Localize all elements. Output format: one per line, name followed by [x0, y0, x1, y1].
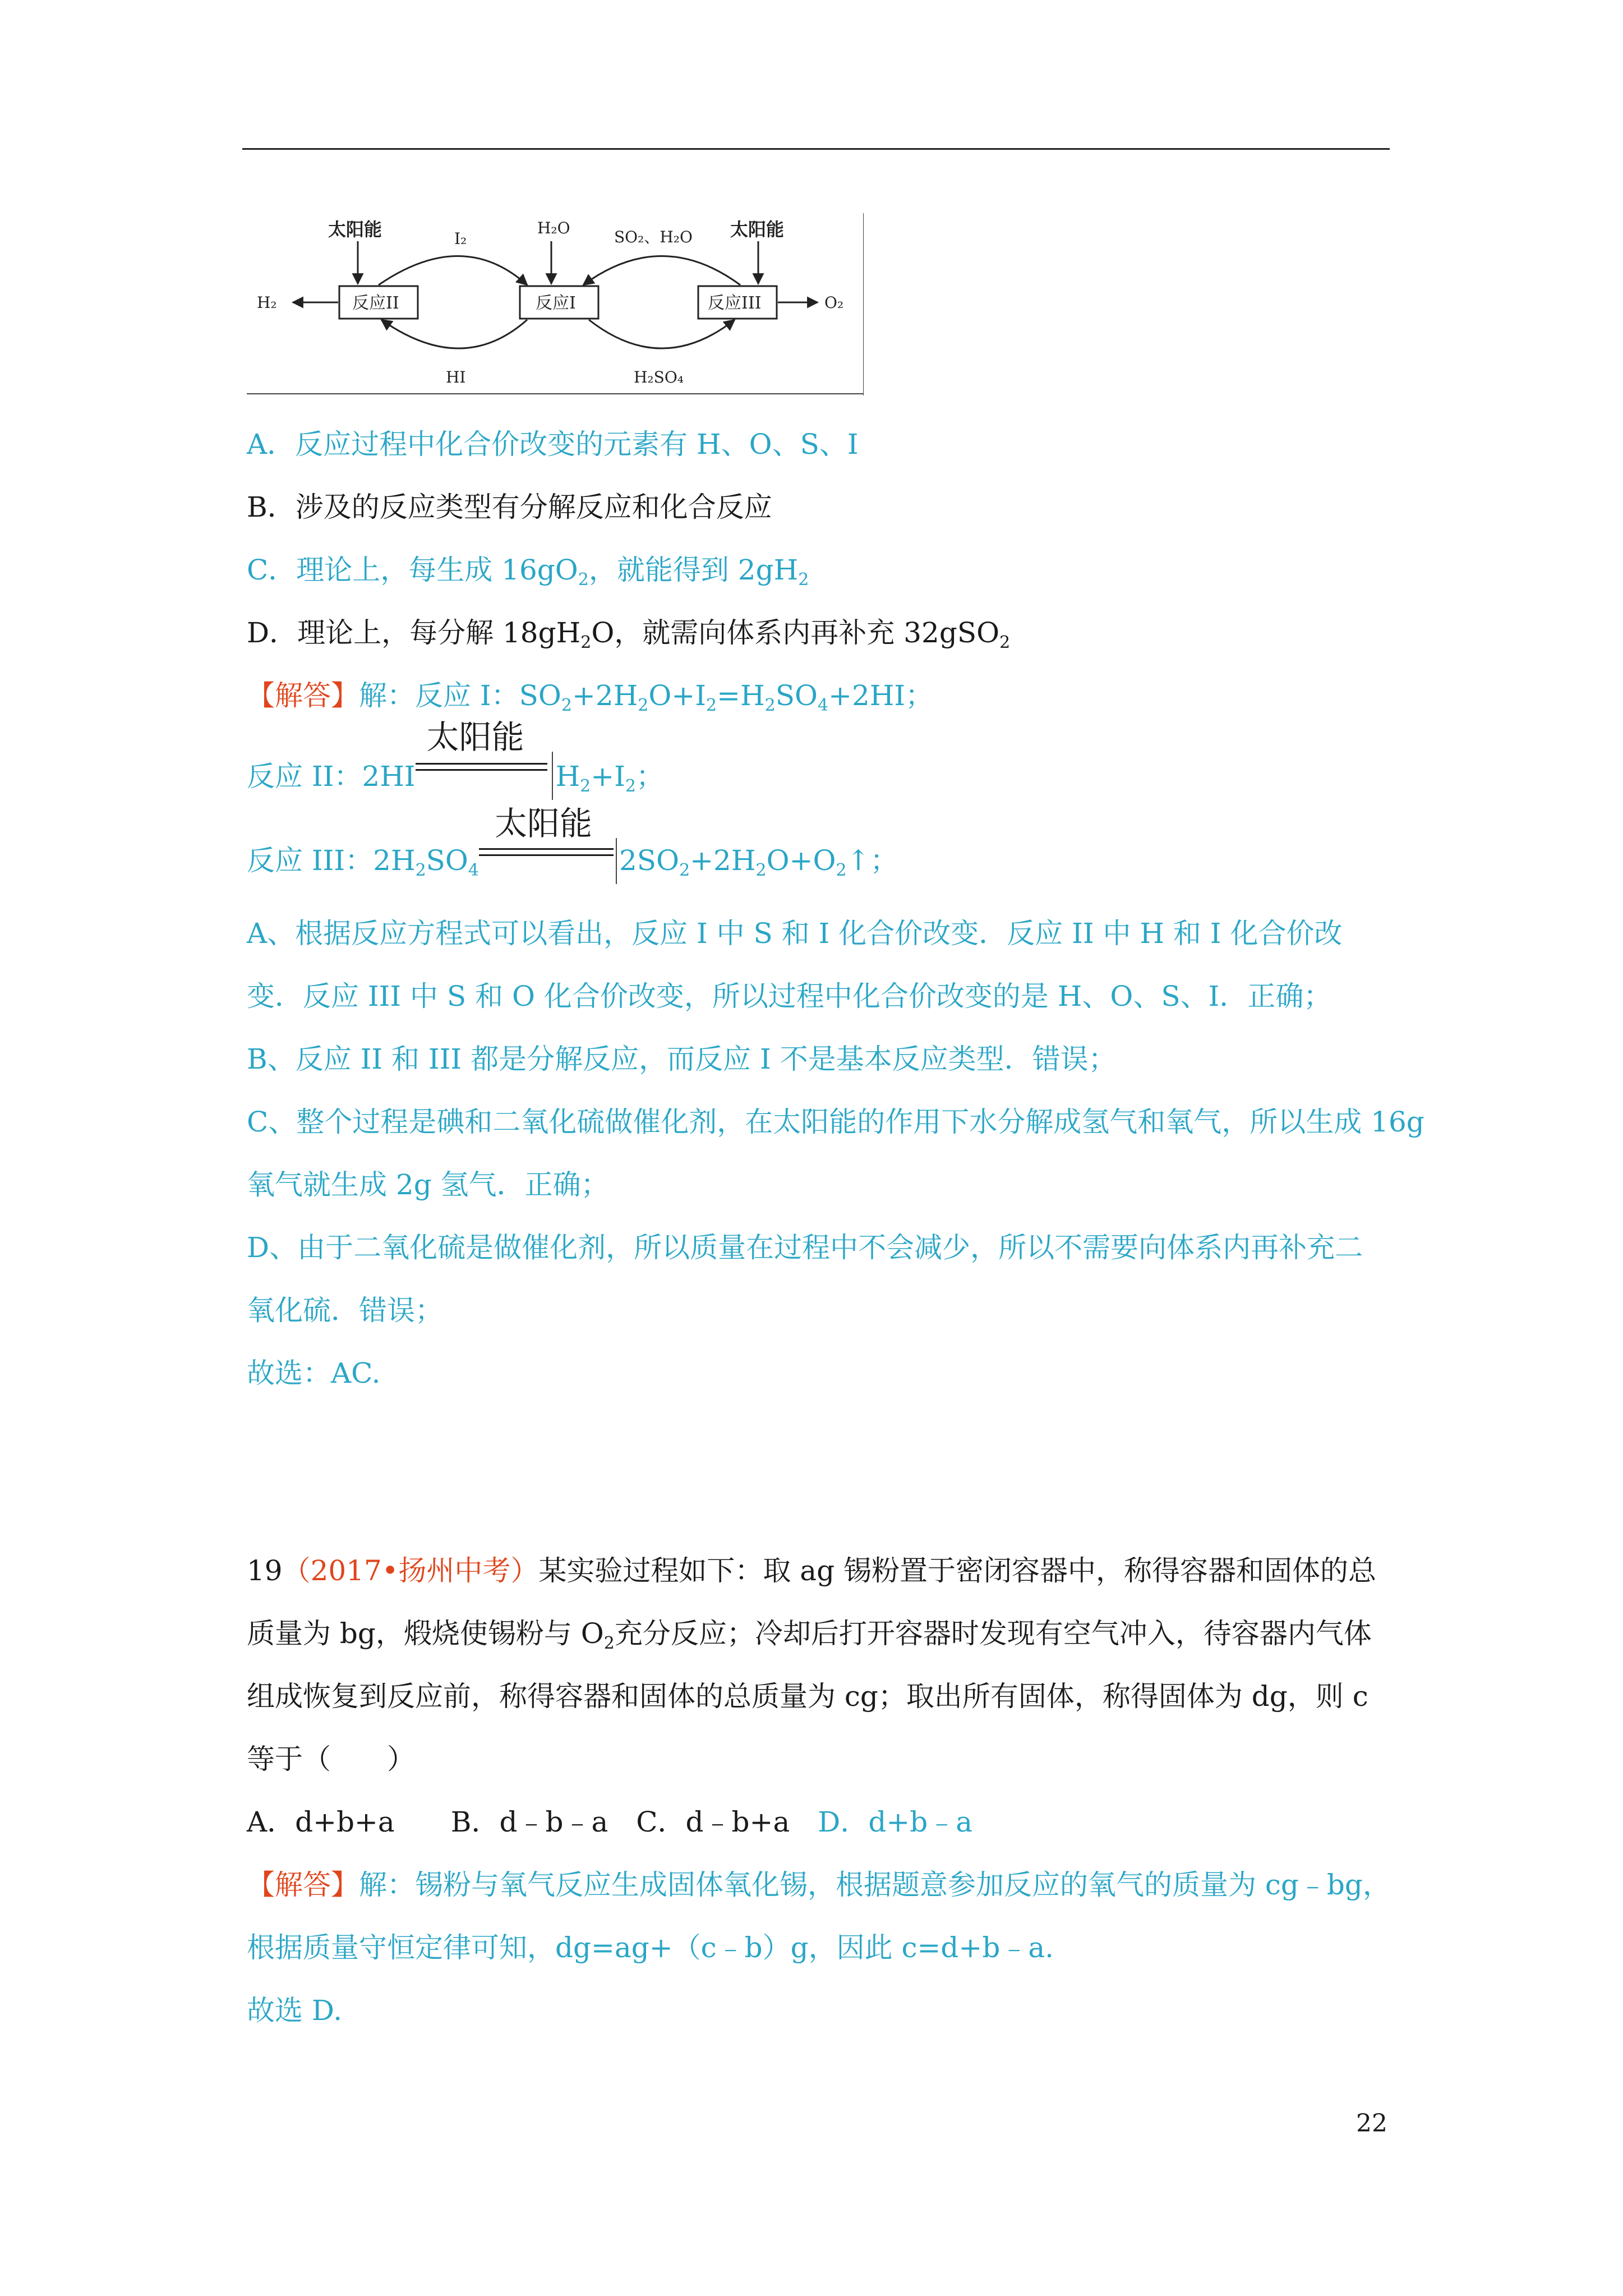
hi-label: HI [446, 368, 466, 386]
solution1-reaction3: 反应 III：$2H_2SO_4$ 太阳能 $2SO_2+2H_2O+O_2↑$； [247, 843, 898, 878]
option-a: A．反应过程中化合价改变的元素有 H、O、S、I [247, 428, 859, 461]
solar-left-label: 太阳能 [328, 219, 382, 240]
reaction-cycle-diagram [247, 213, 864, 395]
solar-right-label: 太阳能 [730, 219, 785, 240]
solution1-c-line2: 氧气就生成 2g 氢气．正确； [247, 1168, 609, 1201]
h2so4-label: H₂SO₄ [634, 368, 684, 386]
solution1-reaction1: 【解答】解：反应 I：$SO_2+2H_2O+I_2=H_2SO_4+2HI$； [247, 679, 934, 715]
q19-line1: 19（2017•扬州中考）某实验过程如下：取 ag 锡粉置于密闭容器中，称得容器和固体的总 [247, 1554, 1376, 1587]
q19-answer: 故选 D. [247, 1994, 343, 2027]
solution1-c-line1: C、整个过程是碘和二氧化硫做催化剂，在太阳能的作用下水分解成氢气和氧气，所以生成 16g [247, 1106, 1424, 1138]
solution1-a-line2: 变．反应 III 中 S 和 O 化合价改变，所以过程中化合价改变的是 H、O、S、I．正确； [247, 980, 1332, 1013]
option-b: B．涉及的反应类型有分解反应和化合反应 [247, 491, 772, 523]
q19-solution-line1: 【解答】解：锡粉与氧气反应生成固体氧化锡，根据题意参加反应的氧气的质量为 cg﹣bg， [247, 1869, 1391, 1901]
q19-solution-line2: 根据质量守恒定律可知，dg=ag+（c﹣b）g，因此 c=d+b﹣a. [247, 1931, 1054, 1964]
reaction2-label: 反应II [352, 293, 399, 313]
reaction2-condition: 太阳能 [426, 718, 524, 756]
q19-line4: 等于（ ） [247, 1743, 415, 1775]
page-number: 22 [1356, 2109, 1387, 2138]
i2-label: I₂ [454, 229, 467, 248]
header-rule [242, 148, 1390, 150]
h2-label: H₂ [257, 293, 277, 312]
q19-line2: 质量为 bg，煅烧使锡粉与 $O_2$充分反应；冷却后打开容器时发现有空气冲入，待容器内气体 [247, 1617, 1372, 1653]
solution1-tag: 【解答】 [247, 679, 359, 712]
q19-option-d: D．d+b﹣a [818, 1806, 973, 1838]
so2-h2o-label: SO₂、H₂O [614, 228, 693, 246]
reaction3-condition: 太阳能 [495, 804, 593, 843]
solution1-answer: 故选：AC. [247, 1357, 381, 1389]
option-c: C．理论上，每生成 $16gO_2$，就能得到 $2gH_2$ [247, 554, 809, 590]
h2o-label: H₂O [537, 219, 570, 237]
q19-options: A．d+b+a B．d﹣b﹣a C．d﹣b+a D．d+b﹣a [247, 1806, 973, 1838]
solution1-b: B、反应 II 和 III 都是分解反应，而反应 I 不是基本反应类型．错误； [247, 1043, 1117, 1075]
q19-solution-tag: 【解答】 [247, 1869, 359, 1901]
q19-number: 19 [247, 1554, 283, 1587]
q19-source: （2017•扬州中考） [282, 1554, 539, 1587]
o2-label: O₂ [824, 293, 844, 312]
q19-line3: 组成恢复到反应前，称得容器和固体的总质量为 cg；取出所有固体，称得固体为 dg，则 c [247, 1680, 1368, 1713]
option-d: D．理论上，每分解 $18gH_2O$，就需向体系内再补充 32gSO$_2$ [247, 616, 1011, 652]
reaction1-label: 反应I [536, 293, 576, 313]
solution1-reaction2: 反应 II：2HI 太阳能 $H_2+I_2$； [247, 758, 664, 794]
solution1-d-line2: 氧化硫．错误； [247, 1294, 443, 1327]
solution1-d-line1: D、由于二氧化硫是做催化剂，所以质量在过程中不会减少，所以不需要向体系内再补充二 [247, 1231, 1363, 1264]
solution1-a-line1: A、根据反应方程式可以看出，反应 I 中 S 和 I 化合价改变．反应 II 中 H 和 I 化合价改 [247, 917, 1343, 950]
reaction3-label: 反应III [708, 293, 762, 313]
